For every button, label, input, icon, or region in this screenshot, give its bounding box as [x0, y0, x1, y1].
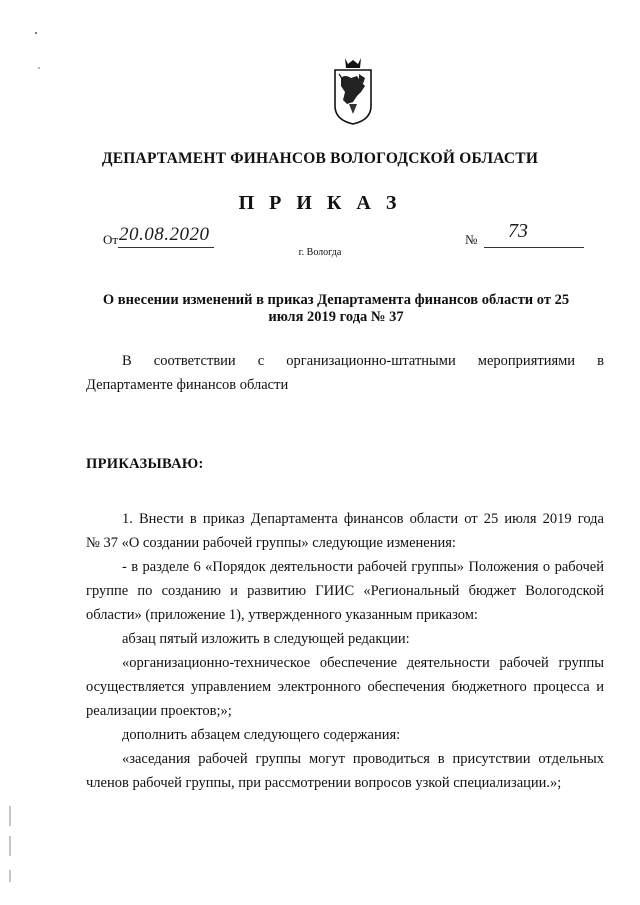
paragraph-abzac-5: абзац пятый изложить в следующей редакции: — [122, 631, 410, 647]
intro-line-2: Департаменте финансов области — [86, 377, 289, 393]
number-prefix: № — [465, 232, 478, 247]
department-name: ДЕПАРТАМЕНТ ФИНАНСОВ ВОЛОГОДСКОЙ ОБЛАСТИ — [101, 150, 539, 167]
handwritten-date: 20.08.2020 — [119, 224, 210, 245]
order-body — [86, 507, 604, 795]
intro-line-1: В соответствии с организационно-штатными мероприятиями в — [122, 353, 604, 369]
city-label: г. Вологда — [298, 247, 342, 258]
paragraph-add-abzac: дополнить абзацем следующего содержания: — [122, 727, 401, 743]
document-subject: О внесении изменений в приказ Департамента финансов области от 25 июля 2019 года № 37 — [102, 292, 570, 325]
command-word: ПРИКАЗЫВАЮ: — [86, 456, 204, 472]
date-prefix: От — [103, 232, 119, 247]
paragraph-section-6: - в разделе 6 «Порядок деятельности рабочей группы» Положения о рабочей группе по созданию и развитию ГИИС «Региональный бюджет Вологодской области» (приложение 1), утвержденного указанным приказом: — [86, 559, 604, 623]
coat-of-arms-emblem — [331, 56, 375, 126]
paragraph-item-1: 1. Внести в приказ Департамента финансов области от 25 июля 2019 года — [122, 511, 604, 527]
intro-paragraph — [86, 349, 604, 397]
paragraph-quote-2: «заседания рабочей группы могут проводиться в присутствии отдельных членов рабочей группы, при рассмотрении вопросов узкой специализации.»; — [86, 751, 604, 791]
document-type-title: П Р И К А З — [238, 192, 402, 214]
paragraph-item-1-cont: № 37 «О создании рабочей группы» следующие изменения: — [86, 535, 456, 551]
handwritten-number: 73 — [508, 220, 528, 242]
paragraph-quote-1: «организационно-техническое обеспечение деятельности рабочей группы осуществляется управлением электронного обеспечения бюджетного процесса и реализации проектов;»; — [86, 655, 604, 719]
